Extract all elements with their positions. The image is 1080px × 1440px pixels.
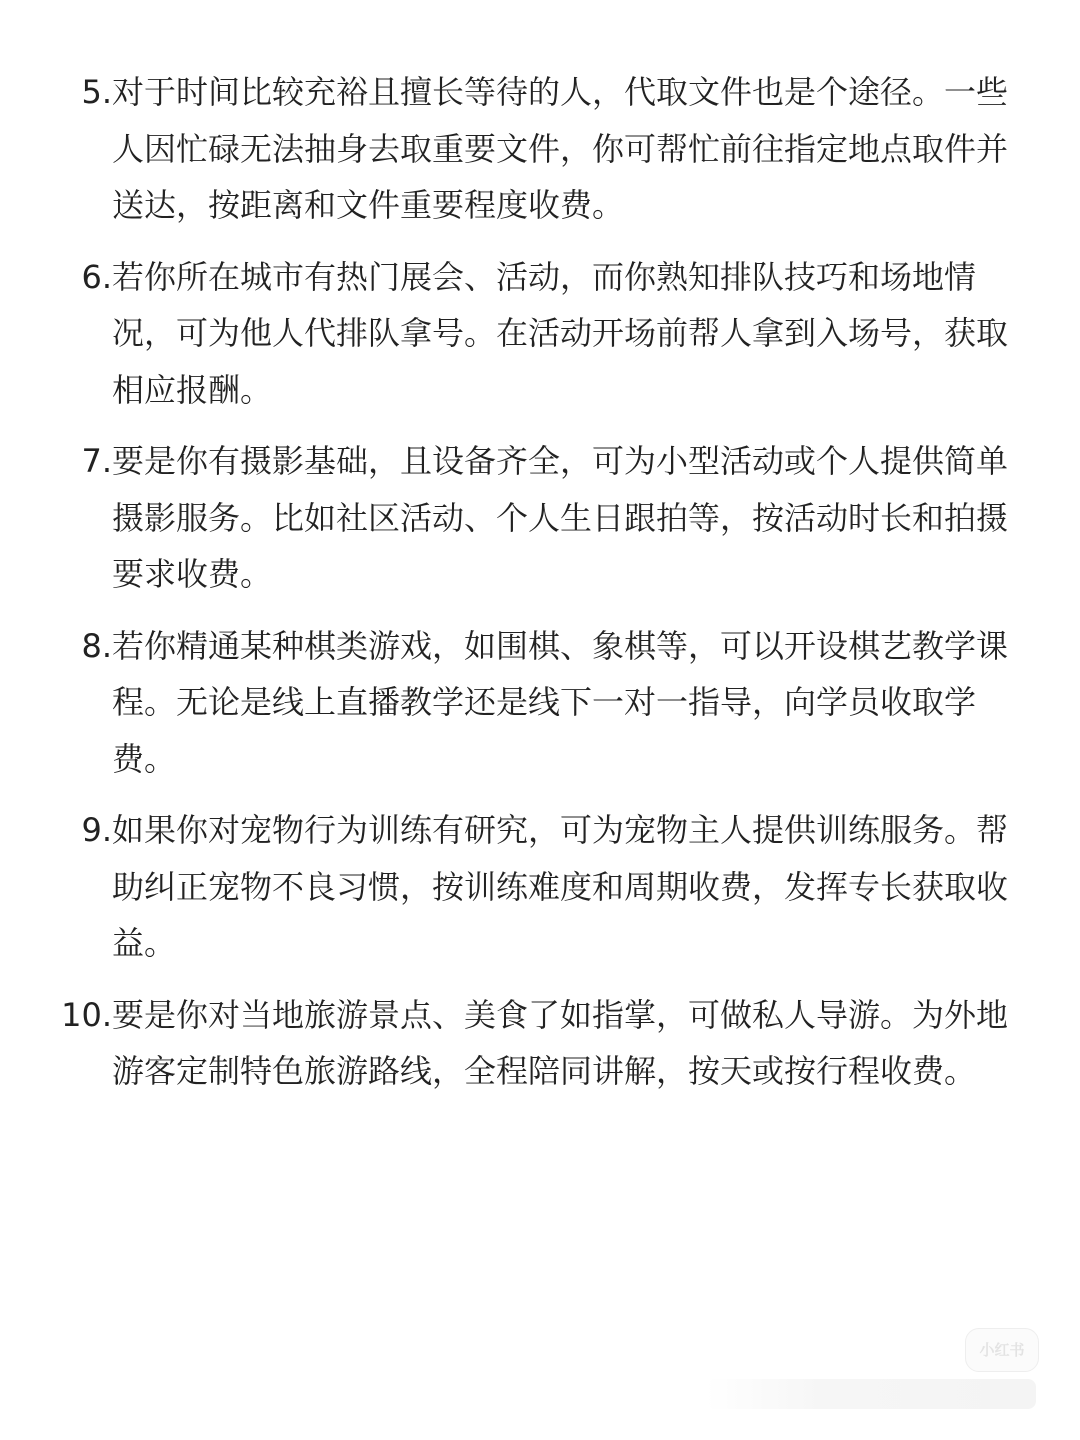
list-item bbox=[0, 987, 1080, 1100]
list-item-text: 如果你对宠物行为训练有研究，可为宠物主人提供训练服务。帮助纠正宠物不良习惯，按训练难度和周期收费，发挥专长获取收益。 bbox=[112, 811, 1009, 962]
list-item bbox=[0, 433, 1080, 603]
list-item bbox=[0, 249, 1080, 419]
numbered-list bbox=[0, 64, 1080, 1115]
list-item-number: 9. bbox=[81, 811, 112, 849]
list-item-number: 5. bbox=[81, 73, 112, 111]
list-item-text: 对于时间比较充裕且擅长等待的人，代取文件也是个途径。一些人因忙碌无法抽身去取重要文件，你可帮忙前往指定地点取件并送达，按距离和文件重要程度收费。 bbox=[112, 73, 1009, 224]
list-item-number: 10. bbox=[61, 995, 112, 1034]
watermark-id-bar bbox=[706, 1379, 1036, 1409]
list-item-number: 6. bbox=[81, 257, 112, 296]
list-item-text: 若你所在城市有热门展会、活动，而你熟知排队技巧和场地情况，可为他人代排队拿号。在活动开场前帮人拿到入场号，获取相应报酬。 bbox=[112, 257, 1009, 409]
list-item bbox=[0, 802, 1080, 972]
list-item-text: 要是你对当地旅游景点、美食了如指掌，可做私人导游。为外地游客定制特色旅游路线，全程陪同讲解，按天或按行程收费。 bbox=[112, 995, 1009, 1090]
list-item bbox=[0, 618, 1080, 788]
list-item-number: 8. bbox=[81, 626, 112, 665]
list-item bbox=[0, 64, 1080, 234]
list-item-text: 若你精通某种棋类游戏，如围棋、象棋等，可以开设棋艺教学课程。无论是线上直播教学还是线下一对一指导，向学员收取学费。 bbox=[112, 626, 1009, 778]
watermark-logo: 小红书 bbox=[965, 1328, 1039, 1372]
list-item-number: 7. bbox=[81, 442, 112, 480]
list-item-text: 要是你有摄影基础，且设备齐全，可为小型活动或个人提供简单摄影服务。比如社区活动、个人生日跟拍等，按活动时长和拍摄要求收费。 bbox=[112, 442, 1009, 593]
